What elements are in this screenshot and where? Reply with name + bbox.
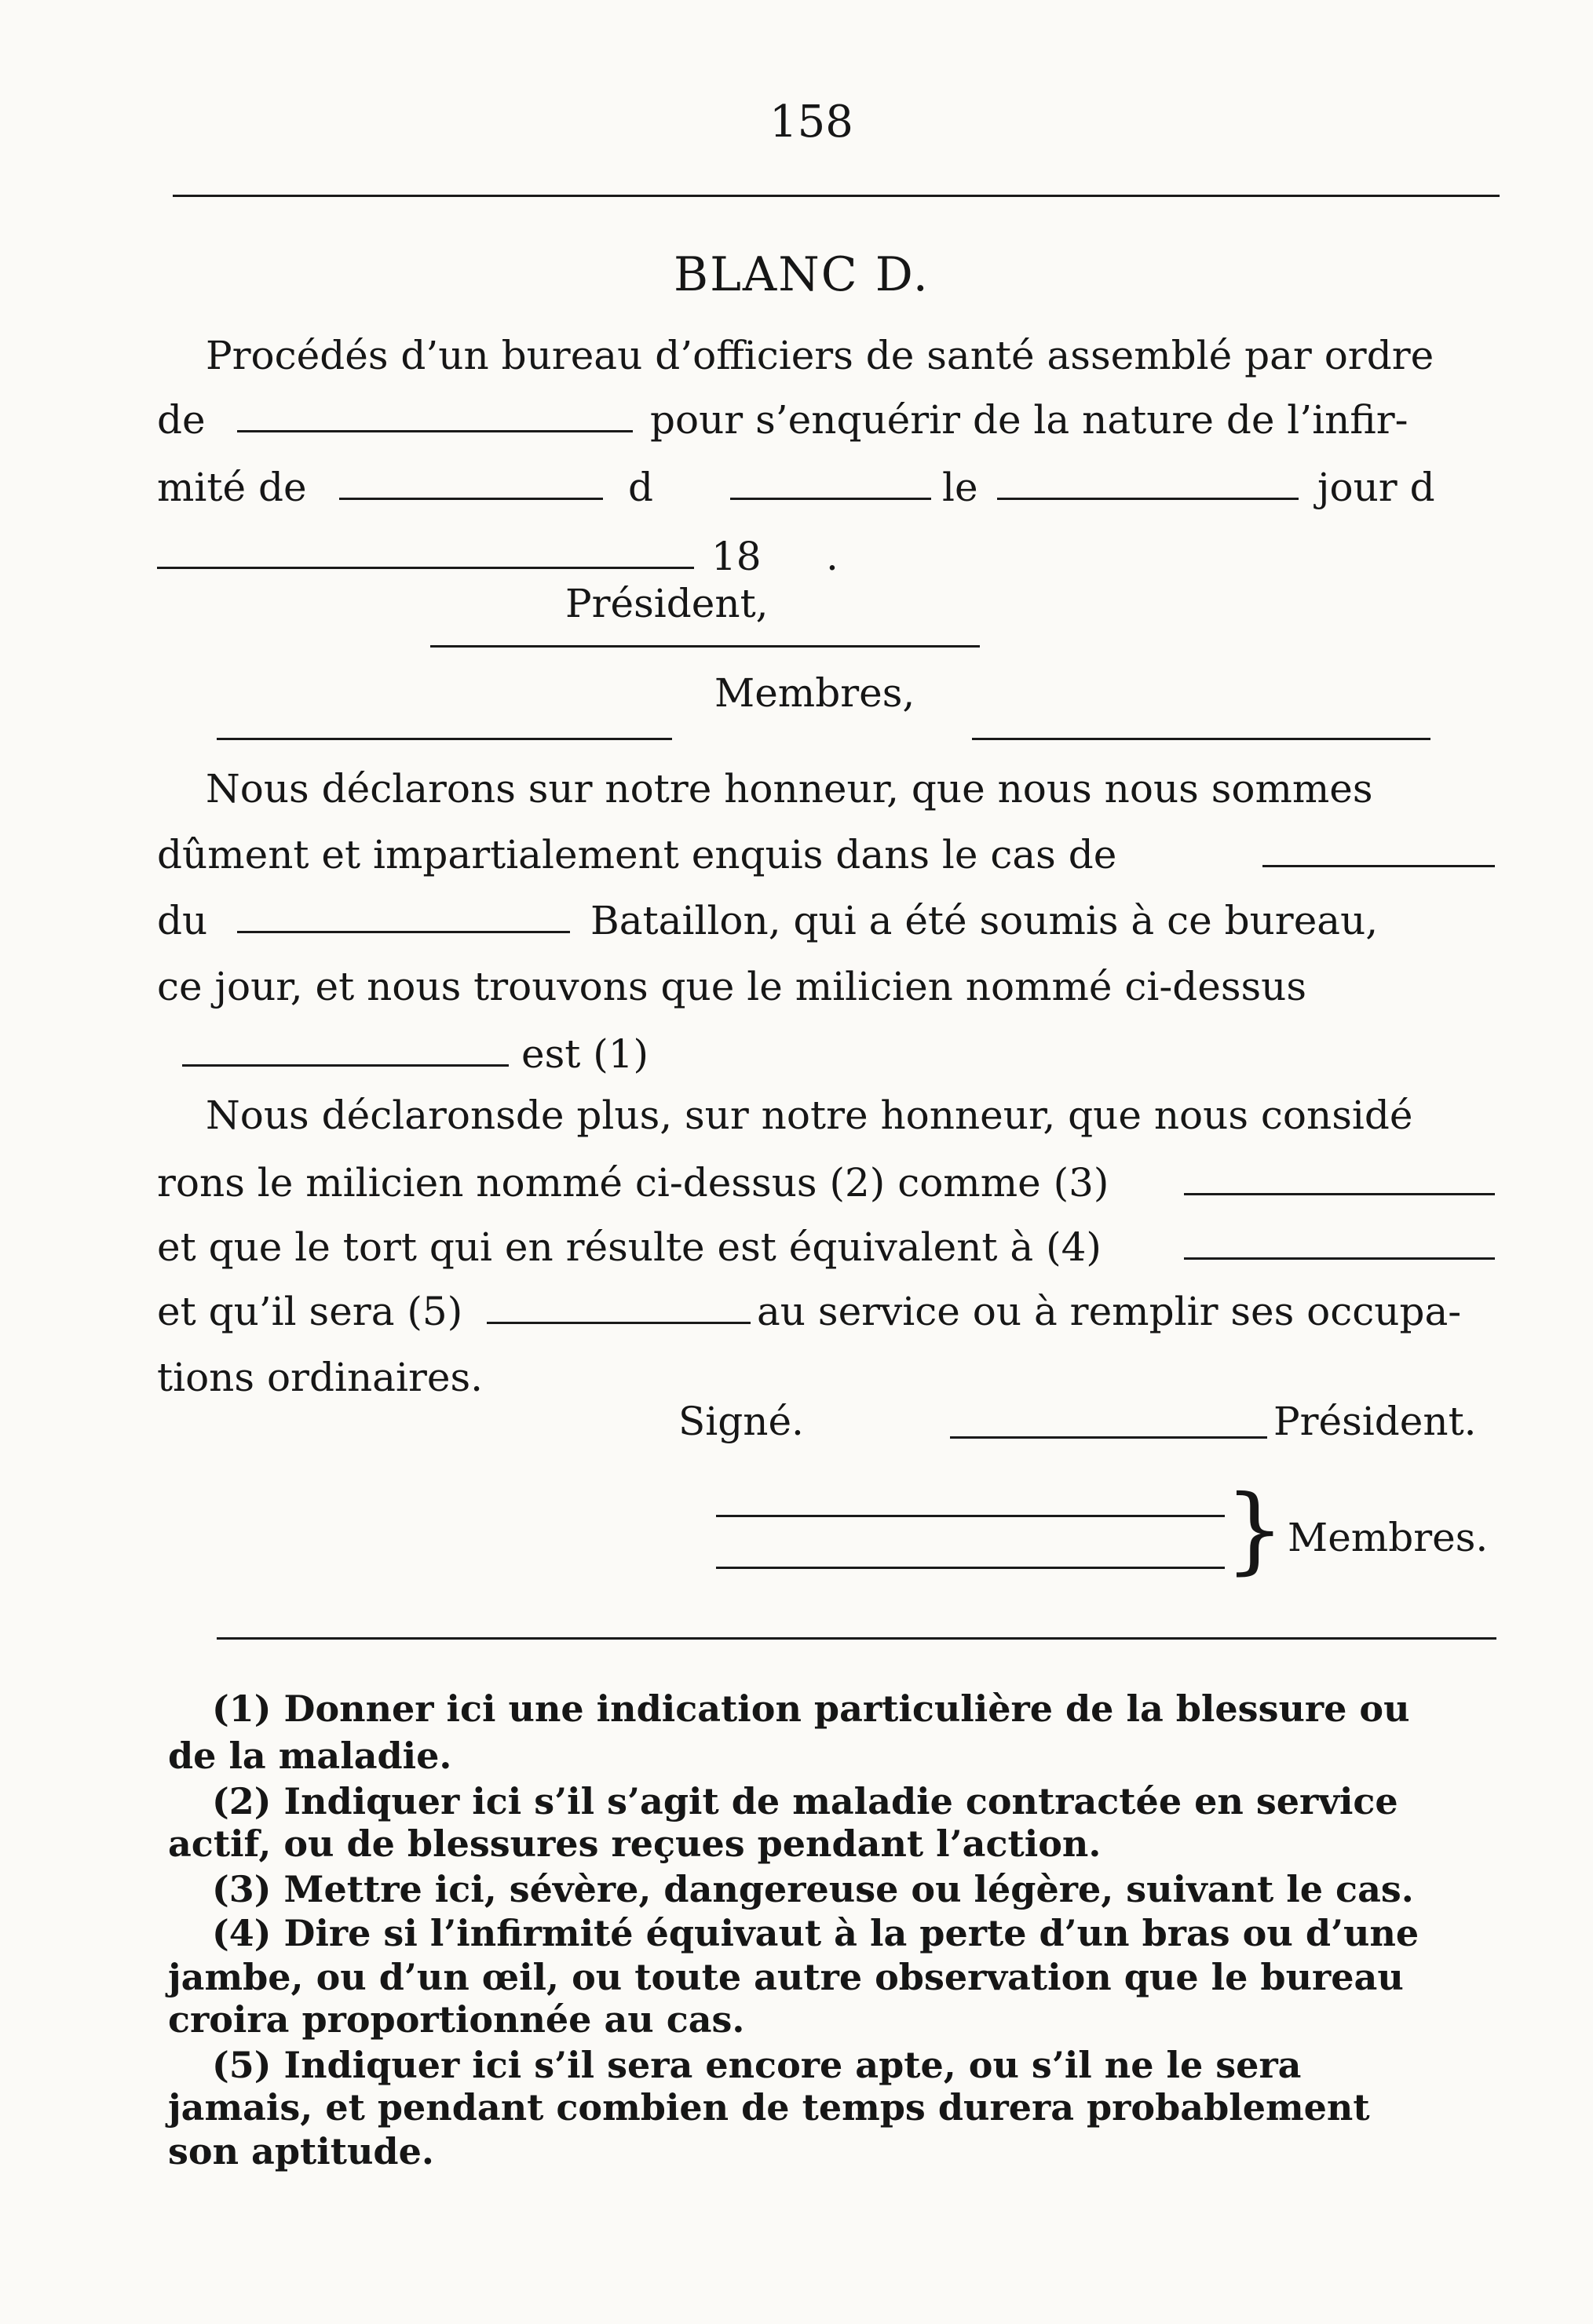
declaration2-line-2: rons le milicien nommé ci-dessus (2) comme (3) [157, 1160, 1109, 1206]
blank-equivalent[interactable] [1184, 1257, 1495, 1260]
declaration1-line-2: dûment et impartialement enquis dans le cas de [157, 832, 1117, 877]
blank-membre-2[interactable] [972, 738, 1430, 740]
form-title: BLANC D. [674, 247, 930, 302]
blank-infirmite-de[interactable] [339, 498, 603, 500]
declaration2-service: au service ou à remplir ses occupa- [757, 1289, 1462, 1334]
header-dot: . [826, 534, 839, 579]
declaration2-line-1: Nous déclaronsde plus, sur notre honneur, que nous considé [206, 1093, 1413, 1138]
footnote-5-line-2: jamais, et pendant combien de temps durera probablement [168, 2086, 1370, 2129]
signature-president-label: Président. [1273, 1399, 1477, 1444]
blank-signature-president[interactable] [950, 1436, 1267, 1439]
header-le: le [942, 465, 978, 510]
footnote-1-line-2: de la maladie. [168, 1735, 452, 1777]
blank-signature-membre-1[interactable] [716, 1515, 1225, 1517]
signe-label: Signé. [678, 1399, 804, 1444]
footnote-1-line-1: (1) Donner ici une indication particulière de la blessure ou [212, 1687, 1410, 1730]
blank-cas-de[interactable] [1262, 865, 1495, 867]
blank-jour[interactable] [157, 567, 694, 569]
footnote-rule [217, 1637, 1496, 1640]
blank-ordre-de[interactable] [237, 430, 633, 432]
top-rule [173, 195, 1500, 197]
membres-brace: } [1225, 1476, 1285, 1585]
declaration1-bataillon: Bataillon, qui a été soumis à ce bureau, [590, 898, 1379, 943]
blank-d[interactable] [730, 498, 931, 500]
footnote-3: (3) Mettre ici, sévère, dangereuse ou légère, suivant le cas. [212, 1868, 1414, 1910]
declaration1-line-4: ce jour, et nous trouvons que le milicien nommé ci-dessus [157, 964, 1307, 1009]
declaration1-line-1: Nous déclarons sur notre honneur, que nous nous sommes [206, 766, 1373, 812]
footnote-2-line-2: actif, ou de blessures reçues pendant l’action. [168, 1822, 1102, 1865]
footnote-5-line-1: (5) Indiquer ici s’il sera encore apte, ou s’il ne le sera [212, 2044, 1302, 2086]
declaration2-line-5: tions ordinaires. [157, 1355, 483, 1400]
president-label: Président, [565, 581, 769, 626]
blank-signature-membre-2[interactable] [716, 1567, 1225, 1569]
blank-president[interactable] [430, 645, 980, 648]
declaration2-sera: et qu’il sera (5) [157, 1289, 463, 1334]
blank-est[interactable] [182, 1064, 509, 1067]
declaration2-line-3: et que le tort qui en résulte est équivalent à (4) [157, 1224, 1102, 1270]
blank-sera[interactable] [487, 1322, 751, 1324]
blank-le[interactable] [997, 498, 1299, 500]
footnote-4-line-1: (4) Dire si l’infirmité équivaut à la perte d’un bras ou d’une [212, 1912, 1419, 1954]
header-pour: pour s’enquérir de la nature de l’infir- [650, 397, 1408, 443]
page-number: 158 [769, 97, 853, 148]
footnote-5-line-3: son aptitude. [168, 2130, 434, 2173]
header-18: 18 [711, 534, 762, 579]
header-de: de [157, 397, 206, 443]
blank-bataillon[interactable] [237, 931, 570, 933]
header-line-1: Procédés d’un bureau d’officiers de santé assemblé par ordre [206, 333, 1434, 378]
header-d: d [628, 465, 654, 510]
declaration1-est: est (1) [521, 1031, 649, 1077]
footnote-4-line-3: croira proportionnée au cas. [168, 1998, 745, 2041]
membres-label: Membres, [714, 670, 915, 716]
header-jour: jour d [1317, 465, 1435, 510]
signature-membres-label: Membres. [1288, 1515, 1489, 1560]
footnote-4-line-2: jambe, ou d’un œil, ou toute autre observation que le bureau [168, 1956, 1404, 1998]
blank-comme[interactable] [1184, 1193, 1495, 1195]
declaration1-du: du [157, 898, 208, 943]
blank-membre-1[interactable] [217, 738, 672, 740]
footnote-2-line-1: (2) Indiquer ici s’il s’agit de maladie contractée en service [212, 1780, 1398, 1822]
header-mite-de: mité de [157, 465, 307, 510]
